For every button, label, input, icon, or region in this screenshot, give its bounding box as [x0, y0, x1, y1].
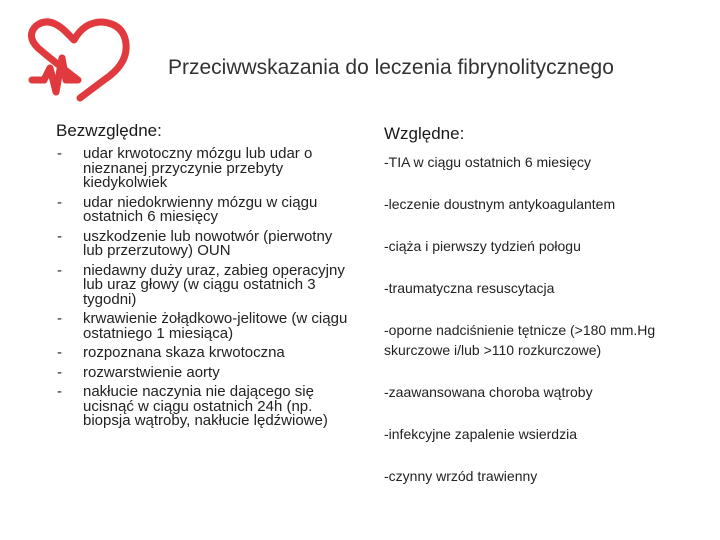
list-item: - udar niedokrwienny mózgu w ciągu ostatnich 6 miesięcy: [57, 193, 318, 225]
list-item: -oporne nadciśnienie tętnicze (>180 mm.Hg skurczowe i/lub >110 rozkurczowe): [384, 322, 656, 358]
relative-heading: Względne:: [384, 124, 465, 143]
absolute-heading: Bezwzględne:: [56, 121, 162, 140]
list-item: - krwawienie żołądkowo-jelitowe (w ciągu ostatniego 1 miesiąca): [57, 310, 348, 342]
list-item: -ciąża i pierwszy tydzień połogu: [384, 238, 581, 254]
list-item: -TIA w ciągu ostatnich 6 miesięcy: [384, 154, 591, 170]
list-item: -infekcyjne zapalenie wsierdzia: [384, 426, 577, 442]
list-item: - rozwarstwienie aorty: [57, 363, 220, 381]
list-item: -zaawansowana choroba wątroby: [384, 384, 593, 400]
list-item: - niedawny duży uraz, zabieg operacyjny lub uraz głowy (w ciągu ostatnich 3 tygodni): [57, 261, 345, 308]
list-item: -leczenie doustnym antykoagulantem: [384, 196, 616, 212]
slide-title: Przeciwwskazania do leczenia fibrynolitycznego: [168, 56, 614, 79]
list-item: - rozpoznana skaza krwotoczna: [57, 344, 285, 361]
absolute-contraindications: [56, 121, 356, 434]
absolute-list: [56, 147, 356, 429]
list-item: -traumatyczna resuscytacja: [384, 280, 555, 296]
list-item: -czynny wrzód trawienny: [384, 468, 538, 484]
list-item: - nakłucie naczynia nie dającego się ucisnąć w ciągu ostatnich 24h (np. biopsja wątroby, nakłucie lędźwiowe): [57, 383, 328, 429]
list-item: - uszkodzenie lub nowotwór (pierwotny lub przerzutowy) OUN: [57, 227, 333, 259]
heart-ecg-icon: [22, 18, 140, 113]
relative-list: [384, 152, 704, 486]
list-item: - udar krwotoczny mózgu lub udar o nieznanej przyczynie przebyty kiedykolwiek: [57, 145, 313, 191]
relative-contraindications: [384, 124, 704, 486]
